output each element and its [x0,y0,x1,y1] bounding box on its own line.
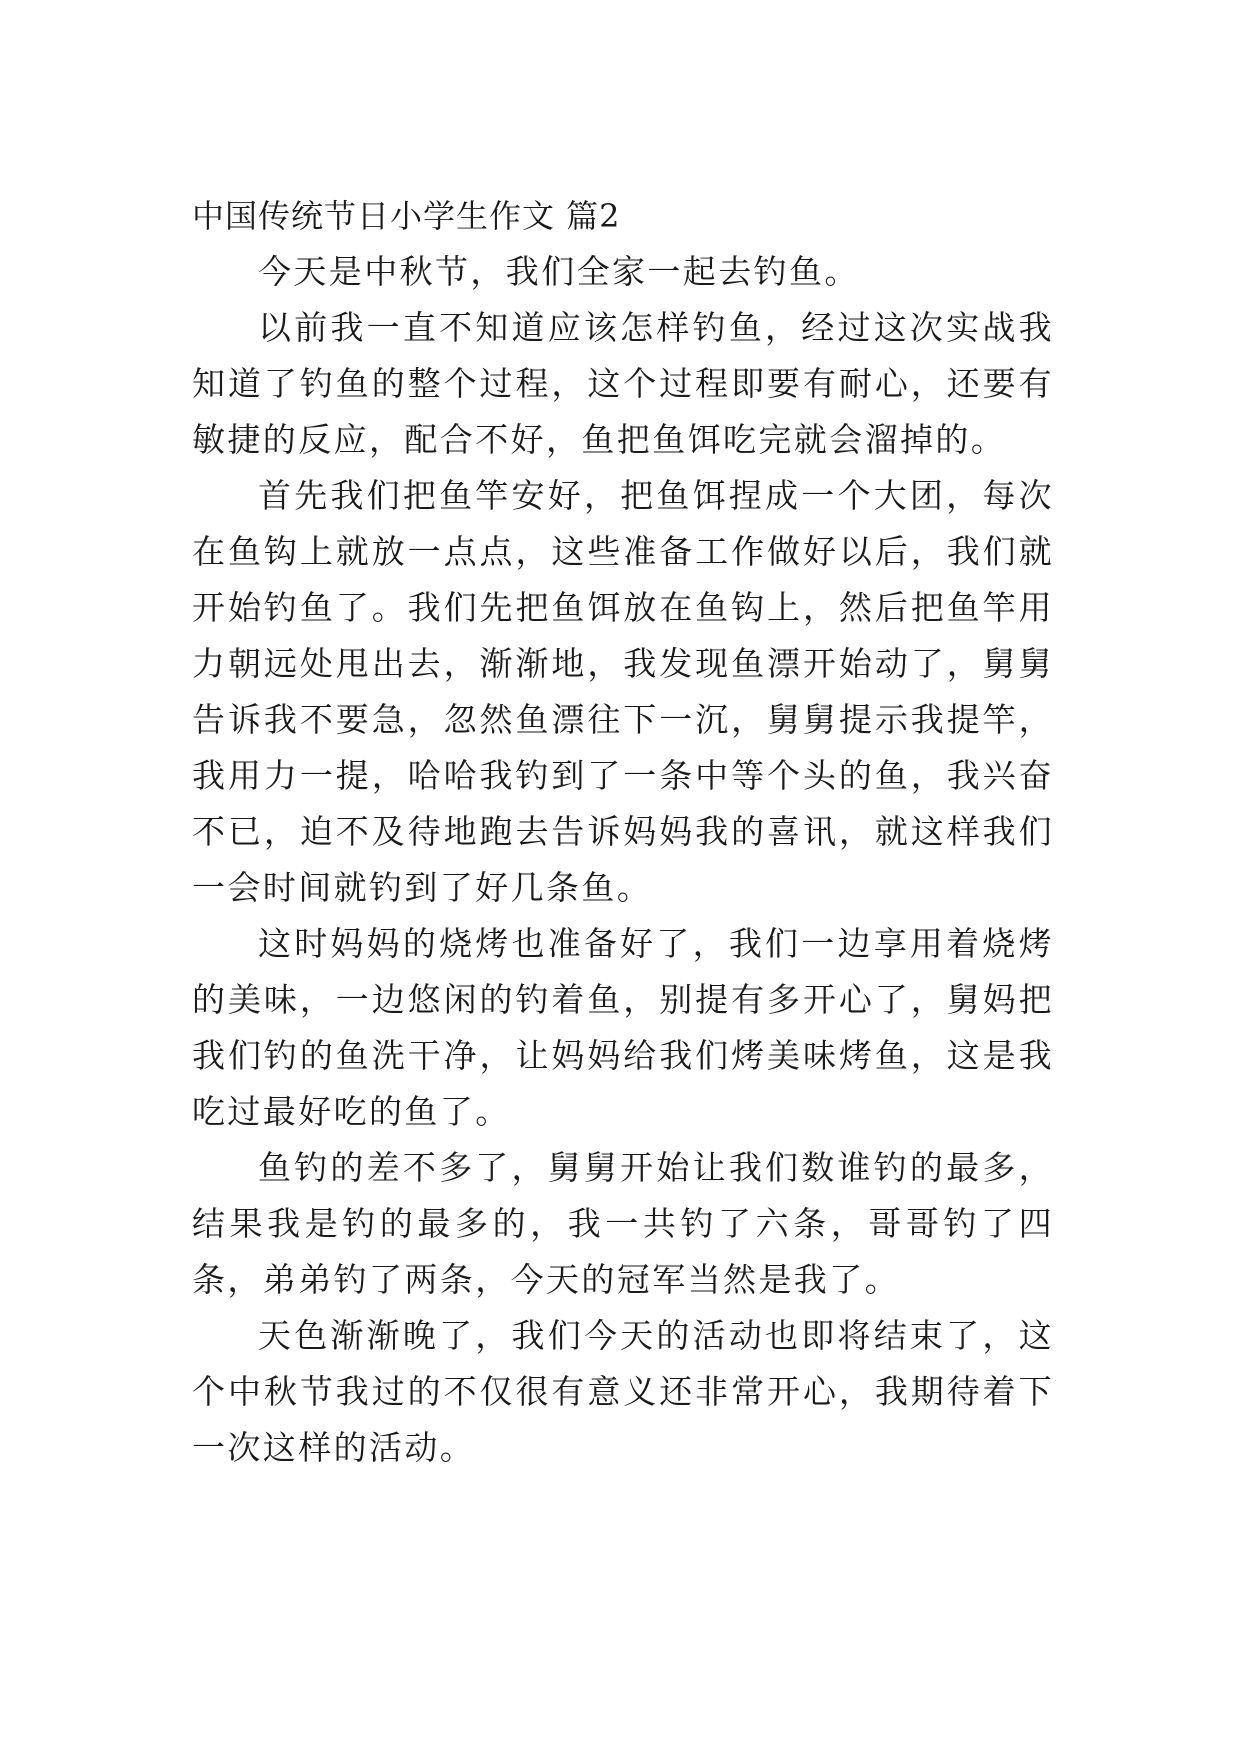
document-heading: 中国传统节日小学生作文 篇2 [192,197,621,235]
paragraph-1: 今天是中秋节，我们全家一起去钓鱼。 [258,252,860,291]
paragraph-2: 以前我一直不知道应该怎样钓鱼，经过这次实战我知道了钓鱼的整个过程，这个过程即要有耐心，还要有敏捷的反应，配合不好，鱼把鱼饵吃完就会溜掉的。 [192,308,1054,459]
paragraph-5: 鱼钓的差不多了，舅舅开始让我们数谁钓的最多，结果我是钓的最多的，我一共钓了六条，哥哥钓了四条，弟弟钓了两条，今天的冠军当然是我了。 [192,1148,1054,1299]
document-body [192,188,1054,1476]
paragraph-4: 这时妈妈的烧烤也准备好了，我们一边享用着烧烤的美味，一边悠闲的钓着鱼，别提有多开心了，舅妈把我们钓的鱼洗干净，让妈妈给我们烤美味烤鱼，这是我吃过最好吃的鱼了。 [192,924,1054,1131]
paragraph-6: 天色渐渐晚了，我们今天的活动也即将结束了，这个中秋节我过的不仅很有意义还非常开心，我期待着下一次这样的活动。 [192,1316,1054,1467]
paragraph-3: 首先我们把鱼竿安好，把鱼饵捏成一个大团，每次在鱼钩上就放一点点，这些准备工作做好以后，我们就开始钓鱼了。我们先把鱼饵放在鱼钩上，然后把鱼竿用力朝远处甩出去，渐渐地，我发现鱼漂开始动了，舅舅告诉我不要急，忽然鱼漂往下一沉，舅舅提示我提竿，我用力一提，哈哈我钓到了一条中等个头的鱼，我兴奋不已，迫不及待地跑去告诉妈妈我的喜讯，就这样我们一会时间就钓到了好几条鱼。 [192,476,1054,907]
